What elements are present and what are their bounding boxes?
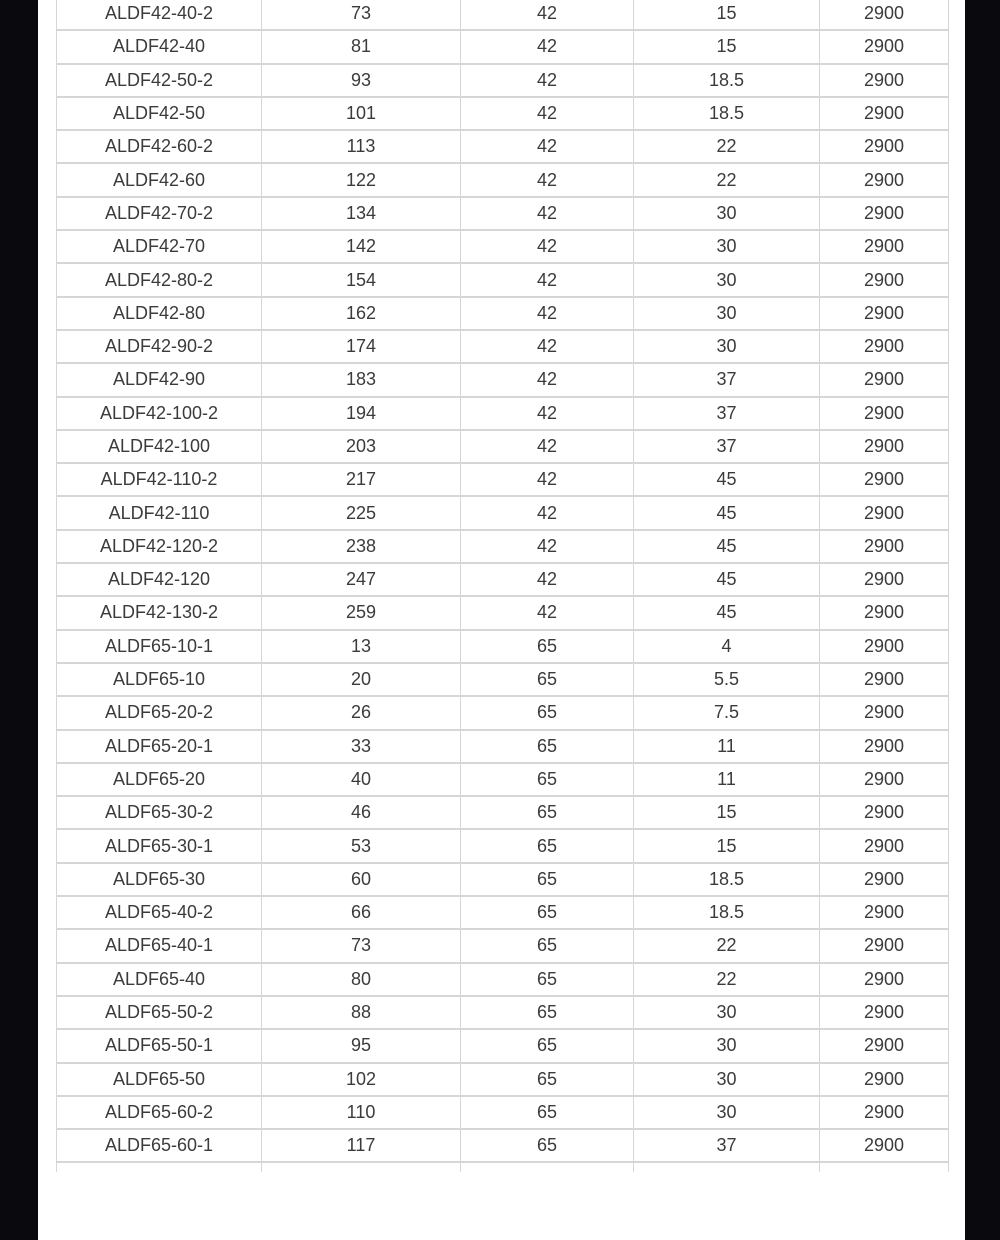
table-cell: 2900 <box>820 963 949 996</box>
table-cell: 162 <box>262 297 461 330</box>
table-cell: 42 <box>461 230 634 263</box>
table-cell <box>461 1162 634 1172</box>
table-cell: 26 <box>262 696 461 729</box>
table-cell: ALDF42-90-2 <box>57 330 262 363</box>
table-cell: ALDF42-80-2 <box>57 263 262 296</box>
table-cell: 113 <box>262 130 461 163</box>
table-cell: 20 <box>262 663 461 696</box>
table-cell: 30 <box>634 297 820 330</box>
table-row <box>57 163 949 196</box>
table-cell: ALDF42-120 <box>57 563 262 596</box>
table-cell: 33 <box>262 730 461 763</box>
table-cell: 2900 <box>820 297 949 330</box>
table-cell: 194 <box>262 397 461 430</box>
table-cell: 65 <box>461 963 634 996</box>
table-cell: 5.5 <box>634 663 820 696</box>
table-cell: 45 <box>634 463 820 496</box>
table-cell <box>820 1162 949 1172</box>
table-row <box>57 663 949 696</box>
table-cell: 66 <box>262 896 461 929</box>
table-cell: 65 <box>461 663 634 696</box>
table-cell: 65 <box>461 896 634 929</box>
table-cell: 46 <box>262 796 461 829</box>
table-row <box>57 1162 949 1172</box>
table-cell: ALDF65-50-2 <box>57 996 262 1029</box>
table-cell: 2900 <box>820 0 949 30</box>
table-cell: 2900 <box>820 763 949 796</box>
table-cell: ALDF65-40-2 <box>57 896 262 929</box>
table-cell: 2900 <box>820 64 949 97</box>
table-cell: 65 <box>461 696 634 729</box>
table-cell: 30 <box>634 1029 820 1062</box>
table-cell: 2900 <box>820 863 949 896</box>
table-cell: 95 <box>262 1029 461 1062</box>
table-cell: 2900 <box>820 1096 949 1129</box>
table-cell: 203 <box>262 430 461 463</box>
table-cell: 2900 <box>820 530 949 563</box>
table-cell: ALDF65-30-1 <box>57 829 262 862</box>
table-cell: 37 <box>634 397 820 430</box>
table-row <box>57 696 949 729</box>
table-cell: 2900 <box>820 463 949 496</box>
table-cell: 2900 <box>820 996 949 1029</box>
table-cell: 134 <box>262 197 461 230</box>
table-cell: 37 <box>634 363 820 396</box>
table-cell: 42 <box>461 130 634 163</box>
table-cell: ALDF42-120-2 <box>57 530 262 563</box>
table-row <box>57 397 949 430</box>
table-cell: 42 <box>461 430 634 463</box>
table-cell: ALDF42-110 <box>57 496 262 529</box>
table-row <box>57 863 949 896</box>
table-cell: 15 <box>634 796 820 829</box>
product-spec-table <box>56 0 949 1172</box>
table-cell: 73 <box>262 929 461 962</box>
table-cell: 65 <box>461 996 634 1029</box>
table-cell: 37 <box>634 430 820 463</box>
table-cell: 93 <box>262 64 461 97</box>
table-cell: 30 <box>634 1063 820 1096</box>
table-cell: 259 <box>262 596 461 629</box>
table-cell: 65 <box>461 1029 634 1062</box>
table-cell: 65 <box>461 796 634 829</box>
table-cell: 18.5 <box>634 64 820 97</box>
table-cell: 88 <box>262 996 461 1029</box>
table-cell: 65 <box>461 1129 634 1162</box>
table-cell: 142 <box>262 230 461 263</box>
table-row <box>57 30 949 63</box>
table-cell: 2900 <box>820 630 949 663</box>
table-cell: 40 <box>262 763 461 796</box>
table-cell: ALDF42-50 <box>57 97 262 130</box>
white-content-panel <box>38 0 965 1240</box>
table-cell: 2900 <box>820 663 949 696</box>
table-row <box>57 1129 949 1162</box>
table-cell: 22 <box>634 163 820 196</box>
table-cell: ALDF42-70-2 <box>57 197 262 230</box>
table-cell: 183 <box>262 363 461 396</box>
table-cell: 13 <box>262 630 461 663</box>
table-cell: 4 <box>634 630 820 663</box>
table-cell: 2900 <box>820 163 949 196</box>
table-cell: ALDF42-50-2 <box>57 64 262 97</box>
table-cell: ALDF65-20-1 <box>57 730 262 763</box>
table-row <box>57 763 949 796</box>
table-cell: 42 <box>461 263 634 296</box>
table-cell: 65 <box>461 763 634 796</box>
table-cell: 42 <box>461 0 634 30</box>
table-cell: 42 <box>461 30 634 63</box>
table-cell: 110 <box>262 1096 461 1129</box>
table-row <box>57 64 949 97</box>
table-cell: 45 <box>634 563 820 596</box>
table-cell: 2900 <box>820 563 949 596</box>
table-cell: 2900 <box>820 1129 949 1162</box>
table-cell: 102 <box>262 1063 461 1096</box>
table-row <box>57 263 949 296</box>
table-cell: ALDF65-10 <box>57 663 262 696</box>
table-cell: 2900 <box>820 130 949 163</box>
table-cell <box>634 1162 820 1172</box>
table-cell: ALDF42-90 <box>57 363 262 396</box>
table-cell: 15 <box>634 0 820 30</box>
partial-next-row <box>57 1162 949 1172</box>
table-cell: ALDF65-50-1 <box>57 1029 262 1062</box>
table-cell: 42 <box>461 330 634 363</box>
table-row <box>57 1096 949 1129</box>
table-row <box>57 330 949 363</box>
table-cell: 73 <box>262 0 461 30</box>
table-cell: ALDF42-110-2 <box>57 463 262 496</box>
table-cell: 42 <box>461 297 634 330</box>
table-cell: ALDF42-130-2 <box>57 596 262 629</box>
table-cell: ALDF65-60-1 <box>57 1129 262 1162</box>
table-row <box>57 463 949 496</box>
table-cell: 2900 <box>820 696 949 729</box>
table-cell: 42 <box>461 496 634 529</box>
table-cell: 45 <box>634 596 820 629</box>
table-cell: ALDF65-40 <box>57 963 262 996</box>
table-cell: 174 <box>262 330 461 363</box>
table-cell: 2900 <box>820 829 949 862</box>
table-cell: ALDF42-70 <box>57 230 262 263</box>
table-cell: 238 <box>262 530 461 563</box>
table-row <box>57 730 949 763</box>
table-row <box>57 1063 949 1096</box>
table-cell: 2900 <box>820 496 949 529</box>
table-cell: ALDF65-10-1 <box>57 630 262 663</box>
table-cell: 30 <box>634 230 820 263</box>
table-cell: 65 <box>461 863 634 896</box>
table-cell: 2900 <box>820 330 949 363</box>
table-cell: 2900 <box>820 30 949 63</box>
table-cell: 42 <box>461 97 634 130</box>
table-cell: ALDF42-100 <box>57 430 262 463</box>
table-row <box>57 563 949 596</box>
table-row <box>57 130 949 163</box>
table-cell: 45 <box>634 496 820 529</box>
table-cell: 30 <box>634 1096 820 1129</box>
table-cell: ALDF65-30-2 <box>57 796 262 829</box>
table-row <box>57 97 949 130</box>
table-row <box>57 996 949 1029</box>
table-cell: 22 <box>634 929 820 962</box>
table-cell: 2900 <box>820 596 949 629</box>
table-cell: 11 <box>634 730 820 763</box>
table-row <box>57 963 949 996</box>
table-cell: ALDF65-30 <box>57 863 262 896</box>
table-cell: 247 <box>262 563 461 596</box>
table-cell: 65 <box>461 730 634 763</box>
table-cell: 2900 <box>820 929 949 962</box>
table-cell: 65 <box>461 630 634 663</box>
table-cell: 2900 <box>820 796 949 829</box>
table-cell: 45 <box>634 530 820 563</box>
table-cell: 154 <box>262 263 461 296</box>
table-cell: 2900 <box>820 1029 949 1062</box>
table-cell: 22 <box>634 963 820 996</box>
table-cell: ALDF42-100-2 <box>57 397 262 430</box>
table-cell: 42 <box>461 163 634 196</box>
table-cell: 42 <box>461 397 634 430</box>
table-cell: 2900 <box>820 730 949 763</box>
table-cell: ALDF42-40-2 <box>57 0 262 30</box>
table-row <box>57 496 949 529</box>
table-cell <box>262 1162 461 1172</box>
table-cell: 37 <box>634 1129 820 1162</box>
table-cell: 18.5 <box>634 863 820 896</box>
table-cell: 42 <box>461 197 634 230</box>
table-cell: 30 <box>634 330 820 363</box>
table-cell: 22 <box>634 130 820 163</box>
table-cell: 30 <box>634 197 820 230</box>
table-cell: ALDF65-50 <box>57 1063 262 1096</box>
table-cell: 42 <box>461 596 634 629</box>
table-cell: 18.5 <box>634 97 820 130</box>
table-cell: 2900 <box>820 430 949 463</box>
table-cell: 30 <box>634 263 820 296</box>
table-cell: ALDF65-40-1 <box>57 929 262 962</box>
table-row <box>57 0 949 30</box>
table-row <box>57 630 949 663</box>
table-cell: 18.5 <box>634 896 820 929</box>
table-cell: 42 <box>461 563 634 596</box>
table-cell: 80 <box>262 963 461 996</box>
table-cell: ALDF42-40 <box>57 30 262 63</box>
table-cell: 42 <box>461 64 634 97</box>
table-cell: 225 <box>262 496 461 529</box>
table-row <box>57 1029 949 1062</box>
table-cell: ALDF42-80 <box>57 297 262 330</box>
table-row <box>57 929 949 962</box>
table-cell: 2900 <box>820 230 949 263</box>
table-cell: 65 <box>461 1096 634 1129</box>
table-cell: 65 <box>461 929 634 962</box>
table-cell: 11 <box>634 763 820 796</box>
table-cell: 53 <box>262 829 461 862</box>
table-cell: 2900 <box>820 97 949 130</box>
table-cell: 42 <box>461 530 634 563</box>
table-cell: 42 <box>461 363 634 396</box>
table-row <box>57 530 949 563</box>
table-cell: 30 <box>634 996 820 1029</box>
table-row <box>57 230 949 263</box>
table-cell: ALDF65-60-2 <box>57 1096 262 1129</box>
table-cell: 65 <box>461 1063 634 1096</box>
table-cell: ALDF65-20 <box>57 763 262 796</box>
table-cell: 2900 <box>820 1063 949 1096</box>
table-cell: 15 <box>634 30 820 63</box>
table-cell: 217 <box>262 463 461 496</box>
table-cell: 2900 <box>820 397 949 430</box>
table-cell: 2900 <box>820 363 949 396</box>
table-cell: ALDF65-20-2 <box>57 696 262 729</box>
table-cell: 65 <box>461 829 634 862</box>
table-cell: 2900 <box>820 896 949 929</box>
table-cell: 122 <box>262 163 461 196</box>
table-row <box>57 596 949 629</box>
table-cell: 15 <box>634 829 820 862</box>
table-cell: 60 <box>262 863 461 896</box>
table-cell: 7.5 <box>634 696 820 729</box>
table-row <box>57 297 949 330</box>
table-cell <box>57 1162 262 1172</box>
table-cell: 2900 <box>820 197 949 230</box>
table-row <box>57 363 949 396</box>
table-row <box>57 430 949 463</box>
table-row <box>57 829 949 862</box>
table-row <box>57 896 949 929</box>
table-cell: 101 <box>262 97 461 130</box>
table-cell: 81 <box>262 30 461 63</box>
table-cell: ALDF42-60 <box>57 163 262 196</box>
table-row <box>57 796 949 829</box>
spec-table-body <box>57 0 949 1162</box>
table-cell: 2900 <box>820 263 949 296</box>
table-cell: 42 <box>461 463 634 496</box>
table-row <box>57 197 949 230</box>
table-cell: 117 <box>262 1129 461 1162</box>
table-cell: ALDF42-60-2 <box>57 130 262 163</box>
